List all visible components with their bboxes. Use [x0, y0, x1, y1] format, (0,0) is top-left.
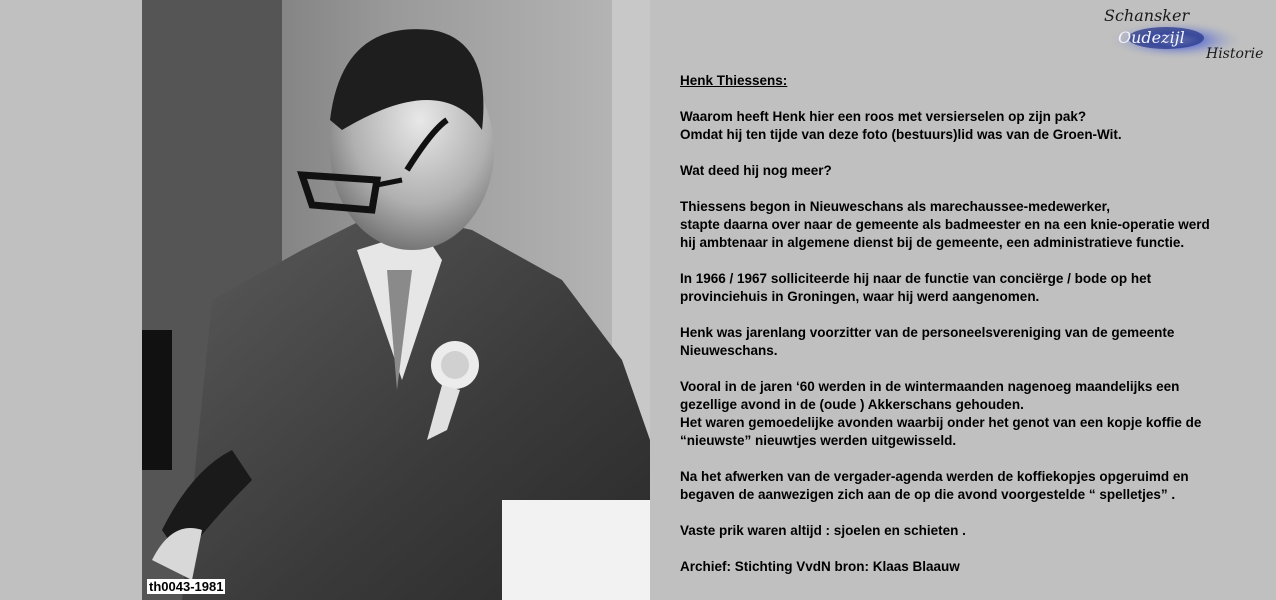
text-line: provinciehuis in Groningen, waar hij werd aangenomen.	[680, 289, 1040, 304]
paragraph-evenings	[680, 378, 1272, 450]
photo-illustration	[142, 0, 650, 600]
logo-text-oudezijl: Oudezijl	[1118, 28, 1185, 47]
paragraph-rose	[680, 108, 1272, 144]
text-line: begaven de aanwezigen zich aan de op die avond voorgestelde “ spelletjes” .	[680, 487, 1176, 502]
paragraph-question	[680, 162, 1272, 180]
article	[680, 72, 1272, 594]
photo-caption: th0043-1981	[149, 579, 224, 594]
text-line: stapte daarna over naar de gemeente als badmeester en na een knie-operatie werd	[680, 217, 1210, 232]
text-line: Het waren gemoedelijke avonden waarbij onder het genot van een kopje koffie de	[680, 415, 1202, 430]
text-line: Waarom heeft Henk hier een roos met versierselen op zijn pak?	[680, 109, 1087, 124]
paragraph-source	[680, 558, 1272, 576]
logo-text-schansker: Schansker	[1104, 6, 1190, 25]
text-line: “nieuwste” nieuwtjes werden uitgewisseld.	[680, 433, 957, 448]
text-line: Archief: Stichting VvdN bron: Klaas Blaauw	[680, 559, 960, 574]
logo-text-historie: Historie	[1206, 46, 1264, 62]
paragraph-career	[680, 198, 1272, 252]
text-line: gezellige avond in de (oude ) Akkerschans gehouden.	[680, 397, 1024, 412]
paragraph-games	[680, 468, 1272, 504]
article-heading: Henk Thiessens:	[680, 73, 788, 88]
paragraph-fixtures	[680, 522, 1272, 540]
text-line: Wat deed hij nog meer?	[680, 163, 832, 178]
text-line: Na het afwerken van de vergader-agenda werden de koffiekopjes opgeruimd en	[680, 469, 1189, 484]
text-line: hij ambtenaar in algemene dienst bij de gemeente, een administratieve functie.	[680, 235, 1185, 250]
site-logo	[1096, 2, 1272, 68]
text-line: Nieuweschans.	[680, 343, 778, 358]
historic-photo	[142, 0, 650, 600]
text-line: Henk was jarenlang voorzitter van de personeelsvereniging van de gemeente	[680, 325, 1175, 340]
text-line: Vooral in de jaren ‘60 werden in de wintermaanden nagenoeg maandelijks een	[680, 379, 1180, 394]
text-line: Omdat hij ten tijde van deze foto (bestuurs)lid was van de Groen-Wit.	[680, 127, 1122, 142]
paragraph-chairman	[680, 324, 1272, 360]
text-line: Vaste prik waren altijd : sjoelen en schieten .	[680, 523, 966, 538]
paragraph-concierge	[680, 270, 1272, 306]
text-line: Thiessens begon in Nieuweschans als marechaussee-medewerker,	[680, 199, 1110, 214]
text-line: In 1966 / 1967 solliciteerde hij naar de functie van conciërge / bode op het	[680, 271, 1152, 286]
